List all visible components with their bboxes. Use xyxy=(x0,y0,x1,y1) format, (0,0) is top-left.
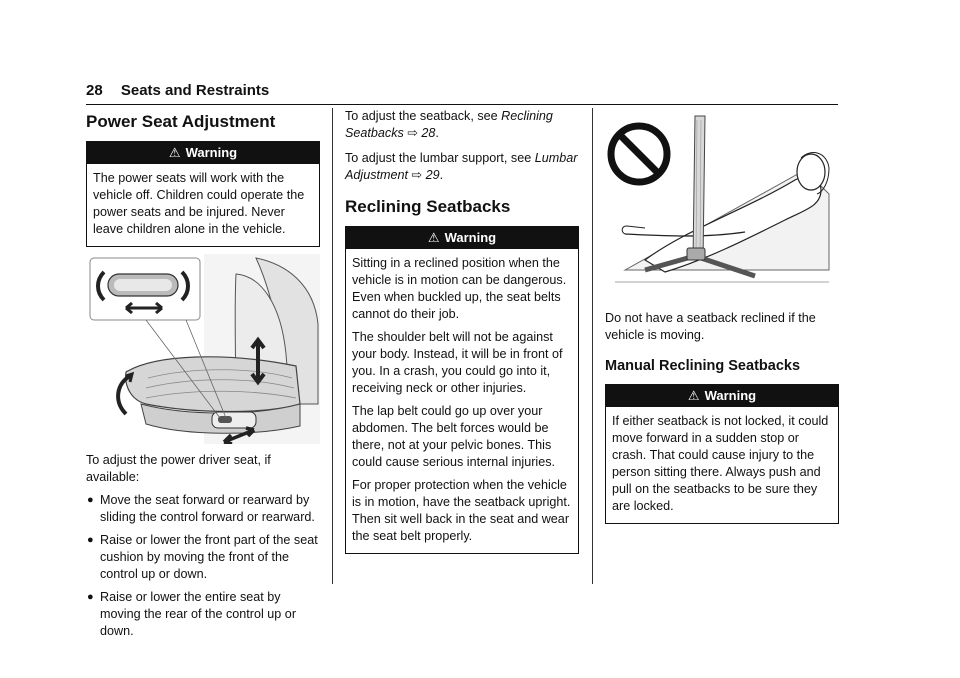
page-header xyxy=(86,82,838,105)
list-item: ● Raise or lower the entire seat by moving the rear of the control up or down. xyxy=(87,590,297,638)
warning-paragraph: Sitting in a reclined position when the vehicle is in motion can be dangerous. Even when buckled up, the seat belts cannot do their job. xyxy=(352,256,567,321)
warning-triangle-icon: ⚠ xyxy=(168,145,181,160)
bullet-dot-icon: ● xyxy=(87,534,94,546)
bullet-dot-icon: ● xyxy=(87,591,94,603)
seatback-reference: To adjust the seatback, see Reclining Seatbacks ⇨ 28. xyxy=(345,109,553,140)
manual-reclining-heading: Manual Reclining Seatbacks xyxy=(605,358,801,374)
power-seat-intro: To adjust the power driver seat, if available: xyxy=(86,453,271,484)
warning-text: If either seatback is not locked, it could move forward in a sudden stop or crash. That could cause injury to the person sitting there. Always push and pull on the seatbacks to be sure they are locked. xyxy=(612,414,829,513)
warning-label: Warning xyxy=(185,145,238,160)
column-divider-2 xyxy=(592,108,593,584)
power-seat-illustration xyxy=(86,254,320,444)
page-ref-icon: ⇨ xyxy=(411,168,423,182)
page-ref-number[interactable]: 29 xyxy=(425,168,440,182)
power-seat-heading: Power Seat Adjustment xyxy=(86,112,276,131)
warning-triangle-icon: ⚠ xyxy=(687,388,700,403)
warning-label: Warning xyxy=(444,230,497,245)
warning-paragraph: The shoulder belt will not be against your body. Instead, it will be in front of you. In a crash, you could go into it, receiving neck or other injuries. xyxy=(352,330,563,395)
page-ref-icon: ⇨ xyxy=(407,126,418,140)
warning-triangle-icon: ⚠ xyxy=(427,230,440,245)
lumbar-reference: To adjust the lumbar support, see Lumbar Adjustment ⇨ 29. xyxy=(345,151,578,182)
list-item: ● Move the seat forward or rearward by sliding the control forward or rearward. xyxy=(87,493,315,524)
warning-paragraph: For proper protection when the vehicle is in motion, have the seatback upright. Then sit well back in the seat and wear the seat belt properly. xyxy=(352,478,571,543)
warning-text: The power seats will work with the vehicle off. Children could operate the power seats and be injured. Never leave children alone in the vehicle. xyxy=(93,171,305,236)
column-1 xyxy=(86,108,320,638)
illustration-caption: Do not have a seatback reclined if the vehicle is moving. xyxy=(605,311,816,342)
power-seat-warning xyxy=(86,141,320,247)
power-seat-bullets xyxy=(86,492,320,640)
column-divider-1 xyxy=(332,108,333,584)
column-2 xyxy=(345,108,579,554)
section-title: Seats and Restraints xyxy=(120,82,270,99)
list-item: ● Raise or lower the front part of the seat cushion by moving the front of the control up or down. xyxy=(87,533,318,581)
warning-header xyxy=(87,142,319,164)
reclined-occupant-illustration xyxy=(605,110,831,292)
warning-paragraph: The lap belt could go up over your abdomen. The belt forces would be there, not at your pelvic bones. This could cause serious internal injuries. xyxy=(352,404,556,469)
reclining-seatbacks-heading: Reclining Seatbacks xyxy=(345,197,511,216)
bullet-dot-icon: ● xyxy=(87,494,94,506)
reclining-seatbacks-link[interactable]: Reclining Seatbacks xyxy=(345,109,553,140)
manual-reclining-warning xyxy=(605,384,839,524)
warning-header xyxy=(606,385,838,407)
page-ref-number[interactable]: 28 xyxy=(421,126,436,140)
reclining-warning xyxy=(345,226,579,554)
warning-label: Warning xyxy=(704,388,757,403)
page-number: 28 xyxy=(86,82,103,99)
lumbar-adjustment-link[interactable]: Lumbar Adjustment xyxy=(345,151,578,182)
warning-header xyxy=(346,227,578,249)
